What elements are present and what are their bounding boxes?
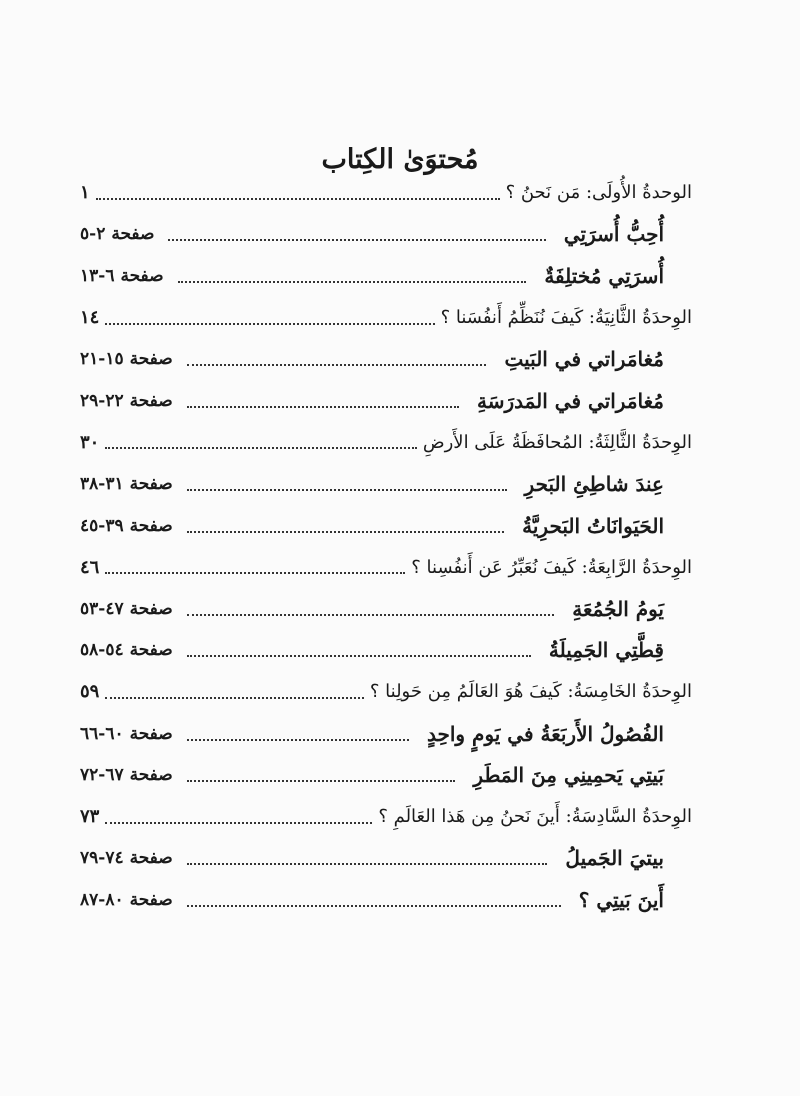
toc-lesson-row: [0, 338, 800, 380]
page-reference: [80, 848, 173, 868]
page-number: ٢-٥: [80, 224, 106, 245]
dot-leader: [187, 489, 507, 491]
page-number: ٥٩: [80, 681, 100, 703]
dot-leader: [187, 364, 487, 366]
page-reference: [80, 806, 99, 827]
dot-leader: [96, 198, 500, 200]
toc-unit-row: [0, 172, 800, 214]
toc-lesson-row: [0, 713, 800, 755]
toc-unit-row: [0, 422, 800, 464]
entry-title: الوِحدَةُ الثَّانِيَةُ: كَيفَ نُنَظِّمُ أَنفُسَنا ؟: [440, 307, 692, 329]
page-number: ٨٠-٨٧: [80, 889, 124, 910]
page-word: صفحة: [129, 349, 173, 370]
page-reference: [80, 474, 173, 494]
toc-lesson-row: [0, 754, 800, 796]
dot-leader: [105, 697, 364, 699]
page-reference: [80, 724, 173, 744]
entry-title: قِطَّتِي الجَمِيلَةُ: [548, 638, 664, 663]
page-reference: [80, 182, 90, 203]
page-word: صفحة: [120, 265, 164, 286]
page-number: ١٤: [80, 307, 100, 329]
page-title: مُحتوَىٰ الكِتاب: [321, 144, 479, 175]
page-number: ٤٧-٥٣: [80, 598, 124, 619]
toc-lesson-row: [0, 838, 800, 880]
dot-leader: [187, 531, 504, 533]
page-reference: [80, 432, 99, 453]
page-reference: [80, 640, 173, 660]
entry-title: الوحدةُ الأُولَى: مَن نَحنُ ؟: [505, 182, 692, 204]
page-reference: [80, 890, 173, 910]
entry-title: مُغامَراتي في المَدرَسَةِ: [476, 388, 664, 413]
entry-title: بَيتِي يَحمِينِي مِنَ المَطَرِ: [473, 763, 664, 788]
page-number: ٦٧-٧٢: [80, 765, 124, 786]
dot-leader: [187, 863, 548, 865]
page-reference: [80, 266, 164, 286]
entry-title: الوِحدَةُ السَّادِسَةُ: أَينَ نَحنُ مِن هَذا العَالَمِ ؟: [378, 806, 692, 828]
page-number: ١٥-٢١: [80, 349, 124, 370]
toc-lesson-row: [0, 879, 800, 921]
page-number: ١: [80, 182, 90, 204]
entry-title: أُسرَتِي مُختلِفَةٌ: [544, 263, 664, 288]
page-number: ٧٣: [80, 806, 100, 828]
page-word: صفحة: [129, 390, 173, 411]
page-reference: [80, 599, 173, 619]
entry-title: الحَيَوانَاتُ البَحرِيَّةُ: [522, 513, 664, 538]
toc-lesson-row: [0, 505, 800, 547]
entry-title: بيتيَ الجَميلُ: [565, 846, 664, 871]
page-reference: [80, 516, 173, 536]
page-reference: [80, 349, 173, 369]
page-number: ٢٢-٢٩: [80, 390, 124, 411]
page-number: ٣٠: [80, 431, 100, 453]
dot-leader: [187, 905, 561, 907]
page-word: صفحة: [129, 640, 173, 661]
entry-title: الوِحدَةُ الرَّابِعَةُ: كَيفَ نُعَبِّرُ عَن أَنفُسِنا ؟: [411, 556, 692, 578]
page-word: صفحة: [129, 598, 173, 619]
page-word: صفحة: [129, 515, 173, 536]
page-word: صفحة: [129, 723, 173, 744]
page-reference: [80, 391, 173, 411]
page-number: ٦-١٣: [80, 265, 115, 286]
dot-leader: [178, 281, 527, 283]
page-number: ٣١-٣٨: [80, 473, 124, 494]
page-reference: [80, 681, 99, 702]
toc-lesson-row: [0, 463, 800, 505]
dot-leader: [187, 739, 409, 741]
toc-lesson-row: [0, 380, 800, 422]
entry-title: الفُصُولُ الأَربَعَةُ في يَومٍ واحِدٍ: [427, 721, 664, 746]
dot-leader: [187, 614, 555, 616]
entry-title: عِندَ شاطِئِ البَحرِ: [524, 471, 664, 496]
dot-leader: [187, 655, 531, 657]
page-number: ٣٩-٤٥: [80, 515, 124, 536]
dot-leader: [168, 239, 545, 241]
page-word: صفحة: [111, 224, 155, 245]
dot-leader: [187, 780, 456, 782]
toc-lesson-row: [0, 588, 800, 630]
page-number: ٧٤-٧٩: [80, 848, 124, 869]
toc-unit-row: [0, 796, 800, 838]
page-reference: [80, 557, 99, 578]
page-word: صفحة: [129, 473, 173, 494]
page-number: ٥٤-٥٨: [80, 640, 124, 661]
dot-leader: [105, 447, 417, 449]
page-number: ٤٦: [80, 556, 100, 578]
page-word: صفحة: [129, 848, 173, 869]
entry-title: الوِحدَةُ الثَّالِثَةُ: المُحافَظَةُ عَلَى الأَرضِ: [422, 431, 692, 453]
toc-unit-row: [0, 297, 800, 339]
entry-title: أَينَ بَيتِي ؟: [578, 887, 664, 912]
page-word: صفحة: [129, 765, 173, 786]
toc-unit-row: [0, 546, 800, 588]
page-word: صفحة: [129, 889, 173, 910]
page-reference: [80, 224, 154, 244]
entry-title: مُغامَراتي في البَيتِ: [504, 347, 664, 372]
page-reference: [80, 765, 173, 785]
dot-leader: [105, 323, 434, 325]
toc-list: [0, 172, 800, 921]
entry-title: يَومُ الجُمُعَةِ: [572, 596, 664, 621]
entry-title: الوِحدَةُ الخَامِسَةُ: كَيفَ هُوَ العَالَمُ مِن حَولِنا ؟: [369, 681, 692, 703]
dot-leader: [105, 572, 405, 574]
entry-title: أُحِبُّ أُسرَتِي: [563, 222, 664, 247]
dot-leader: [187, 406, 459, 408]
page-number: ٦٠-٦٦: [80, 723, 124, 744]
dot-leader: [105, 822, 372, 824]
page-reference: [80, 307, 99, 328]
toc-unit-row: [0, 671, 800, 713]
toc-lesson-row: [0, 630, 800, 672]
toc-lesson-row: [0, 214, 800, 256]
toc-lesson-row: [0, 255, 800, 297]
